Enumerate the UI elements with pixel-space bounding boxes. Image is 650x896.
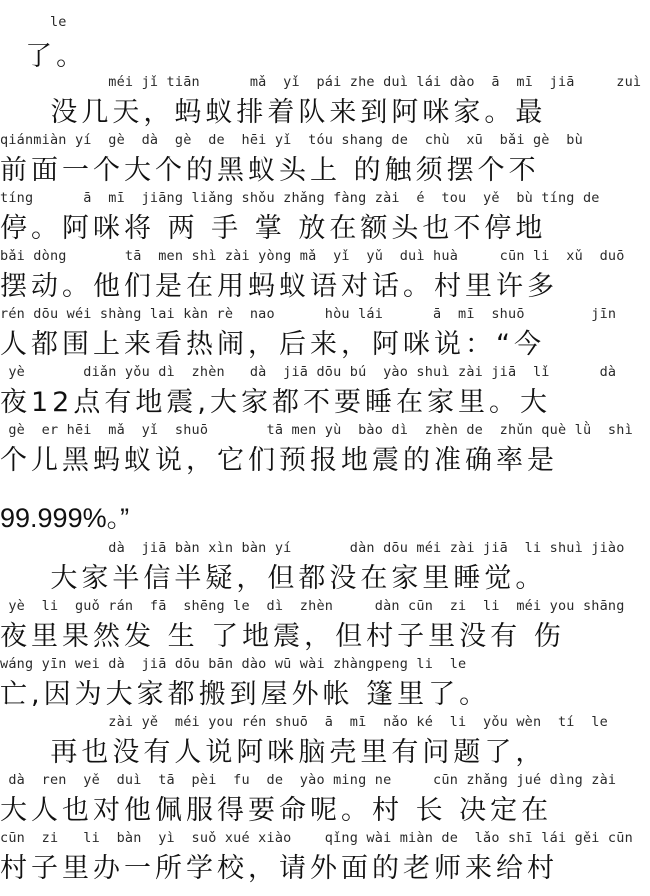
pinyin-line-14: dà ren yě duì tā pèi fu de yào ming ne cūn zhǎng jué dìng zài	[0, 772, 617, 788]
text-line-3: 前面一个大个的黑蚁头上 的触须摆个不	[0, 155, 540, 186]
text-line-7: 夜12点有地震,大家都不要睡在家里。大	[0, 387, 551, 418]
pinyin-line-15: cūn zi li bàn yì suǒ xué xiào qǐng wài miàn de lǎo shī lái gěi cūn	[0, 830, 633, 846]
text-line-10: 大家半信半疑，但都没在家里睡觉。	[0, 563, 547, 594]
pinyin-line-8: gè er hēi mǎ yǐ shuō tā men yù bào dì zhèn de zhǔn què lǜ shì	[0, 422, 633, 438]
pinyin-line-13: zài yě méi you rén shuō ā mī nǎo ké li yǒu wèn tí le	[0, 714, 608, 730]
text-line-13: 再也没有人说阿咪脑壳里有问题了，	[0, 737, 547, 768]
text-line-6: 人都围上来看热闹，后来，阿咪说：“今	[0, 329, 545, 360]
text-line-2: 没几天，蚂蚁排着队来到阿咪家。最	[0, 97, 547, 128]
text-line-1: 了。	[0, 41, 88, 72]
pinyin-line-1: le	[0, 14, 67, 30]
pinyin-line-10: dà jiā bàn xìn bàn yí dàn dōu méi zài jiā li shuì jiào	[0, 540, 625, 556]
pinyin-line-3: qiánmiàn yí gè dà gè de hēi yǐ tóu shang de chù xū bǎi gè bù	[0, 132, 583, 148]
pinyin-line-11: yè li guǒ rán fā shēng le dì zhèn dàn cūn zi li méi you shāng	[0, 598, 625, 614]
text-line-14: 大人也对他佩服得要命呢。村 长 决定在	[0, 795, 553, 826]
pinyin-line-5: bǎi dòng tā men shì zài yòng mǎ yǐ yǔ duì huà cūn li xǔ duō	[0, 248, 625, 264]
pinyin-line-2: méi jǐ tiān mǎ yǐ pái zhe duì lái dào ā mī jiā zuì	[0, 74, 642, 90]
text-line-15: 村子里办一所学校，请外面的老师来给村	[0, 853, 558, 884]
text-line-12: 亡,因为大家都搬到屋外帐 篷里了。	[0, 679, 491, 710]
text-line-4: 停。阿咪将 两 手 掌 放在额头也不停地	[0, 213, 547, 244]
pinyin-line-12: wáng yīn wei dà jiā dōu bān dào wū wài zhàngpeng li le	[0, 656, 467, 672]
text-line-9: 99.999%。”	[0, 503, 130, 533]
pinyin-line-4: tíng ā mī jiāng liǎng shǒu zhǎng fàng zài é tou yě bù tíng de	[0, 190, 600, 206]
text-line-8: 个儿黑蚂蚁说，它们预报地震的准确率是	[0, 445, 558, 476]
text-line-11: 夜里果然发 生 了地震，但村子里没有 伤	[0, 621, 565, 652]
pinyin-line-6: rén dōu wéi shàng lai kàn rè nao hòu lái ā mī shuō jīn	[0, 306, 617, 322]
text-line-5: 摆动。他们是在用蚂蚁语对话。村里许多	[0, 271, 558, 302]
pinyin-line-7: yè diǎn yǒu dì zhèn dà jiā dōu bú yào shuì zài jiā lǐ dà	[0, 364, 617, 380]
